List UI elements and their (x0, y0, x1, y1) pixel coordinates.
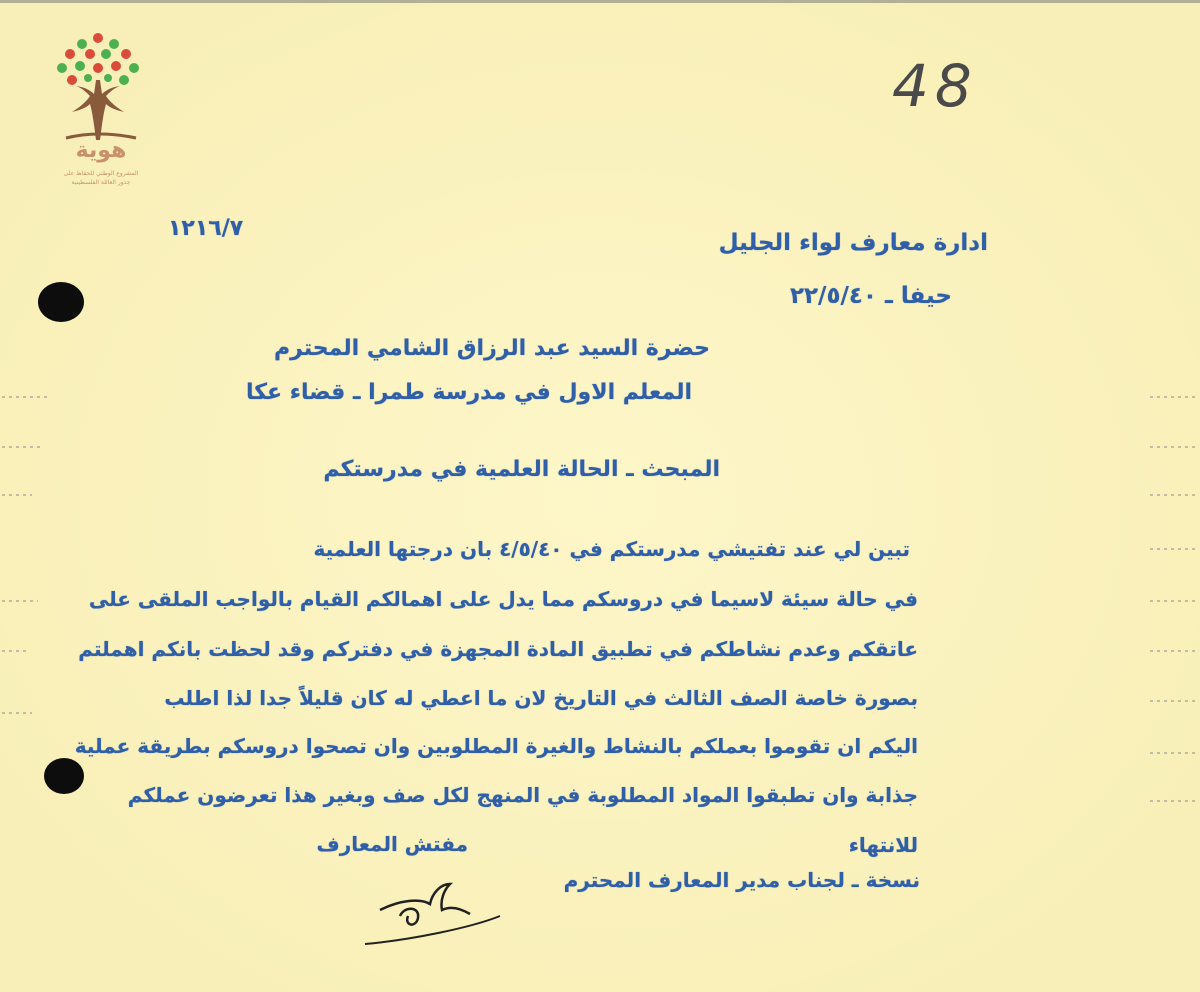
bleed-mark (1150, 800, 1198, 802)
bleed-mark (2, 446, 40, 448)
bleed-mark (2, 600, 38, 602)
letter-place-date: حيفا ـ ٢٢/٥/٤٠ (789, 283, 952, 309)
bleed-mark (1150, 700, 1198, 702)
logo (46, 30, 156, 200)
scan-edge (0, 0, 1200, 3)
bleed-mark (1150, 446, 1198, 448)
logo-title: هوية (75, 138, 127, 163)
logo-subtitle: جذور العائلة الفلسطينية (71, 179, 131, 186)
cc-line: نسخة ـ لجناب مدير المعارف المحترم (563, 868, 920, 892)
body-line: جذابة وان تطبقوا المواد المطلوبة في المنهج لكل صف وبغير هذا تعرضون عملكم (127, 783, 918, 807)
bleed-mark (1150, 752, 1198, 754)
punch-hole (38, 282, 84, 322)
body-line: في حالة سيئة لاسيما في دروسكم مما يدل على اهمالكم القيام بالواجب الملقى على (88, 587, 918, 611)
bleed-mark (1150, 548, 1198, 550)
page-number: 48 (892, 52, 978, 120)
bleed-mark (2, 494, 32, 496)
bleed-mark (2, 712, 32, 714)
body-line: للانتهاء (848, 833, 918, 857)
punch-hole (44, 758, 84, 794)
body-line: بصورة خاصة الصف الثالث في التاريخ لان ما اعطي له كان قليلاً جدا لذا اطلب (164, 686, 918, 710)
bleed-mark (1150, 494, 1198, 496)
addressee-line: حضرة السيد عبد الرزاق الشامي المحترم (274, 336, 710, 361)
logo-subtitle: المشروع الوطني للحفاظ على (63, 170, 139, 177)
body-line: عاتقكم وعدم نشاطكم في تطبيق المادة المجهزة في دفتركم وقد لحظت بانكم اهملتم (78, 637, 918, 661)
bleed-mark (2, 650, 28, 652)
tree-icon (46, 30, 156, 140)
addressee-line: المعلم الاول في مدرسة طمرا ـ قضاء عكا (245, 380, 692, 405)
reference-number: ١٢١٦/٧ (168, 216, 244, 241)
bleed-mark (2, 396, 50, 398)
body-line: تبين لي عند تفتيشي مدرستكم في ٤/٥/٤٠ بان درجتها العلمية (313, 537, 910, 561)
signature-title: مفتش المعارف (316, 832, 468, 856)
letter-subject: المبحث ـ الحالة العلمية في مدرستكم (323, 457, 720, 482)
bleed-mark (1150, 650, 1198, 652)
signature-mark (360, 870, 510, 950)
bleed-mark (1150, 396, 1198, 398)
letter-header-org: ادارة معارف لواء الجليل (718, 230, 988, 256)
body-line: اليكم ان تقوموا بعملكم بالنشاط والغيرة المطلوبين وان تصحوا دروسكم بطريقة عملية (74, 734, 918, 758)
bleed-mark (1150, 600, 1198, 602)
